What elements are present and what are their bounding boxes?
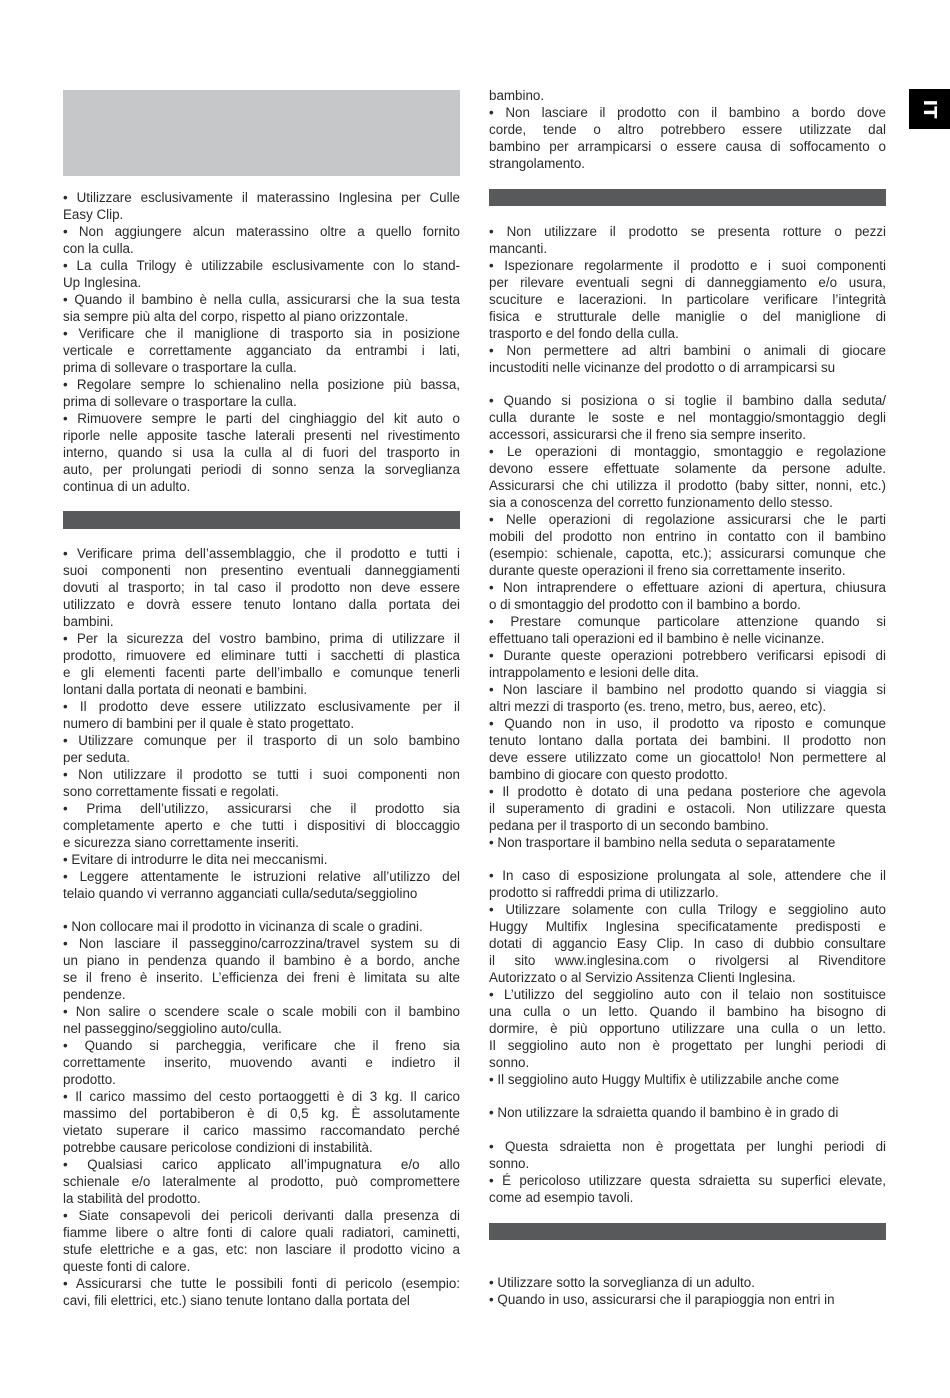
text-line: devono essere effettuate solamente da persone adulte. <box>489 461 886 476</box>
text-line: Huggy Multifix Inglesina specificatamente predisposti e <box>489 919 886 934</box>
text-line: • Regolare sempre lo schienalino nella posizione più bassa, <box>63 377 460 392</box>
text-line: fisica e strutturale delle maniglie o del maniglione di <box>489 309 886 324</box>
text-line: • Non utilizzare la sdraietta quando il bambino è in grado di <box>489 1105 839 1120</box>
text-line: bambino per arrampicarsi o essere causa di soffocamento o <box>489 139 886 154</box>
text-line: la stabilità del prodotto. <box>63 1191 201 1206</box>
text-line: una culla o un letto. Quando il bambino ha bisogno di <box>489 1004 886 1019</box>
text-line: telaio quando vi verranno agganciati culla/seduta/seggiolino <box>63 886 418 901</box>
text-line: bambini. <box>63 614 114 629</box>
text-line: • Non trasportare il bambino nella seduta o separatamente <box>489 835 836 850</box>
text-line: accessori, assicurarsi che il freno sia sempre inserito. <box>489 427 807 442</box>
section-header-bar <box>489 1223 886 1240</box>
text-line: Easy Clip. <box>63 207 124 222</box>
text-line: • Le operazioni di montaggio, smontaggio e regolazione <box>489 444 886 459</box>
text-line: • Quando in uso, assicurarsi che il parapioggia non entri in <box>489 1292 835 1307</box>
text-line: con la culla. <box>63 241 134 256</box>
text-line: • Prima dell’utilizzo, assicurarsi che il prodotto sia <box>63 801 460 816</box>
text-line: • Siate consapevoli dei pericoli derivanti dalla presenza di <box>63 1208 460 1223</box>
text-line: fiamme libere o altre fonti di calore quali radiatori, caminetti, <box>63 1225 460 1240</box>
text-line: sono correttamente fissati e regolati. <box>63 784 279 799</box>
text-line: il sito www.inglesina.com o rivolgersi al Rivenditore <box>489 953 886 968</box>
text-line: numero di bambini per il quale è stato progettato. <box>63 716 355 731</box>
text-line: • Il seggiolino auto Huggy Multifix è utilizzabile anche come <box>489 1072 840 1087</box>
text-line: scuciture e lacerazioni. In particolare verificare l’integrità <box>489 292 886 307</box>
text-line: • Non utilizzare il prodotto se presenta rotture o pezzi <box>489 224 886 239</box>
text-line: • In caso di esposizione prolungata al sole, attendere che il <box>489 868 886 883</box>
text-line: Il seggiolino auto non è progettato per lunghi periodi di <box>489 1038 886 1053</box>
text-line: incustoditi nelle vicinanze del prodotto o di arrampicarsi su <box>489 360 836 375</box>
text-line: continua di un adulto. <box>63 479 191 494</box>
text-line: • Non lasciare il bambino nel prodotto quando si viaggia si <box>489 682 886 697</box>
text-line: prima di sollevare o trasportare la culla. <box>63 394 297 409</box>
text-line: • L’utilizzo del seggiolino auto con il telaio non sostituisce <box>489 987 886 1002</box>
text-line: • Durante queste operazioni potrebbero verificarsi episodi di <box>489 648 886 663</box>
text-line: e gli elementi facenti parte dell’imballo e comunque tenerli <box>63 665 460 680</box>
text-line: sia sempre più alta del corpo, rispetto al piano orizzontale. <box>63 309 409 324</box>
text-line: prodotto. <box>63 1072 116 1087</box>
text-line: • Evitare di introdurre le dita nei meccanismi. <box>63 852 328 867</box>
text-line: • Quando si parcheggia, verificare che il freno sia <box>63 1038 460 1053</box>
text-line: il superamento di gradini e ostacoli. Non utilizzare questa <box>489 801 886 816</box>
text-line: per seduta. <box>63 750 130 765</box>
text-line: • Rimuovere sempre le parti del cinghiaggio del kit auto o <box>63 411 460 426</box>
text-line: • É pericoloso utilizzare questa sdraietta su superfici elevate, <box>489 1173 886 1188</box>
section-header-bar <box>63 511 460 529</box>
text-line: interno, quando si usa la culla al di fuori del trasporto in <box>63 445 460 460</box>
text-line: completamente aperto e che tutti i dispositivi di bloccaggio <box>63 818 460 833</box>
text-line: tenuto lontano dalla portata dei bambini. Il prodotto non <box>489 733 886 748</box>
text-line: utilizzato e dovrà essere tenuto lontano dalla portata dei <box>63 597 460 612</box>
text-line: nel passeggino/seggiolino auto/culla. <box>63 1021 282 1036</box>
text-line: o di smontaggio del prodotto con il bambino a bordo. <box>489 597 801 612</box>
text-line: • Non aggiungere alcun materassino oltre a quello fornito <box>63 224 460 239</box>
text-line: altri mezzi di trasporto (es. treno, metro, bus, aereo, etc). <box>489 699 827 714</box>
text-line: dormire, è più opportuno utilizzare una culla o un letto. <box>489 1021 886 1036</box>
text-line: (esempio: schienale, capotta, etc.); assicurarsi comunque che <box>489 546 886 561</box>
text-line: sonno. <box>489 1156 530 1171</box>
text-line: e sicurezza siano correttamente inseriti. <box>63 835 299 850</box>
text-line: intrappolamento e lesioni delle dita. <box>489 665 699 680</box>
text-line: per rilevare eventuali segni di danneggiamento e/o usura, <box>489 275 886 290</box>
text-line: vietato superare il carico massimo raccomandato perché <box>63 1123 460 1138</box>
text-line: durante queste operazioni il freno sia correttamente inserito. <box>489 563 846 578</box>
text-line: prodotto, rimuovere ed eliminare tutti i sacchetti di plastica <box>63 648 460 663</box>
text-line: bambino. <box>489 88 545 103</box>
text-line: • Il carico massimo del cesto portaoggetti è di 3 kg. Il carico <box>63 1089 460 1104</box>
text-line: dovuti al trasporto; in tal caso il prodotto non deve essere <box>63 580 460 595</box>
text-line: • Verificare prima dell’assemblaggio, che il prodotto e tutti i <box>63 546 460 561</box>
text-line: • Qualsiasi carico applicato all’impugnatura e/o allo <box>63 1157 460 1172</box>
text-line: • Per la sicurezza del vostro bambino, prima di utilizzare il <box>63 631 460 646</box>
text-line: verticale e correttamente agganciato da entrambi i lati, <box>63 343 460 358</box>
text-line: queste fonti di calore. <box>63 1259 191 1274</box>
text-line: trasporto e del fondo della culla. <box>489 326 679 341</box>
text-line: suoi componenti non presentino eventuali danneggiamenti <box>63 563 460 578</box>
text-line: • Questa sdraietta non è progettata per lunghi periodi di <box>489 1139 886 1154</box>
text-line: Up Inglesina. <box>63 275 142 290</box>
text-line: massimo del portabiberon è di 0,5 kg. È assolutamente <box>63 1106 460 1121</box>
text-line: • Non salire o scendere scale o scale mobili con il bambino <box>63 1004 460 1019</box>
text-line: prodotto si raffreddi prima di utilizzarlo. <box>489 885 719 900</box>
text-line: mobili del prodotto non entrino in contatto con il bambino <box>489 529 886 544</box>
text-line: • Non permettere ad altri bambini o animali di giocare <box>489 343 886 358</box>
text-line: • Quando non in uso, il prodotto va riposto e comunque <box>489 716 886 731</box>
text-line: • Leggere attentamente le istruzioni relative all’utilizzo del <box>63 869 460 884</box>
text-line: se il freno è inserito. L’efficienza dei freni è limitata su alte <box>63 970 460 985</box>
text-line: sonno. <box>489 1055 530 1070</box>
text-line: potrebbe causare pericolose condizioni di instabilità. <box>63 1140 373 1155</box>
text-line: • Non lasciare il prodotto con il bambino a bordo dove <box>489 105 886 120</box>
text-line: corde, tende o altro potrebbero essere utilizzate dal <box>489 122 886 137</box>
text-line: • Non utilizzare il prodotto se tutti i suoi componenti non <box>63 767 460 782</box>
text-line: • Utilizzare comunque per il trasporto di un solo bambino <box>63 733 460 748</box>
text-line: bambino di giocare con questo prodotto. <box>489 767 728 782</box>
section-header-bar <box>63 90 460 176</box>
text-line: strangolamento. <box>489 156 586 171</box>
text-line: • Assicurarsi che tutte le possibili fonti di pericolo (esempio: <box>63 1276 460 1291</box>
text-line: auto, per prolungati periodi di sonno senza la sorveglianza <box>63 462 460 477</box>
text-line: riporle nelle apposite tasche laterali presenti nel rivestimento <box>63 428 460 443</box>
text-line: prima di sollevare o trasportare la culla. <box>63 360 297 375</box>
text-line: • Il prodotto è dotato di una pedana posteriore che agevola <box>489 784 886 799</box>
text-line: pendenze. <box>63 987 126 1002</box>
text-line: Autorizzato o al Servizio Assitenza Clienti Inglesina. <box>489 970 796 985</box>
text-line: • Non collocare mai il prodotto in vicinanza di scale o gradini. <box>63 919 423 934</box>
text-line: stufe elettriche e a gas, etc: non lasciare il prodotto vicino a <box>63 1242 460 1257</box>
text-line: • La culla Trilogy è utilizzabile esclusivamente con lo stand- <box>63 258 460 273</box>
text-line: pedana per il trasporto di un secondo bambino. <box>489 818 769 833</box>
text-line: • Non intraprendere o effettuare azioni di apertura, chiusura <box>489 580 886 595</box>
text-line: Assicurarsi che chi utilizza il prodotto (baby sitter, nonni, etc.) <box>489 478 886 493</box>
text-line: lontani dalla portata di neonati e bambini. <box>63 682 308 697</box>
text-line: cavi, fili elettrici, etc.) siano tenute lontano dalla portata del <box>63 1293 410 1308</box>
section-header-bar <box>489 189 886 206</box>
language-code: IT <box>919 99 940 119</box>
language-tab <box>909 89 950 129</box>
text-line: correttamente inserito, muovendo avanti e indietro il <box>63 1055 460 1070</box>
text-line: come ad esempio tavoli. <box>489 1190 634 1205</box>
text-line: • Prestare comunque particolare attenzione quando si <box>489 614 886 629</box>
text-line: mancanti. <box>489 241 548 256</box>
text-line: • Quando si posiziona o si toglie il bambino dalla seduta/ <box>489 393 886 408</box>
text-line: • Utilizzare sotto la sorveglianza di un adulto. <box>489 1275 755 1290</box>
text-line: • Nelle operazioni di regolazione assicurarsi che le parti <box>489 512 886 527</box>
text-line: dotati di aggancio Easy Clip. In caso di dubbio consultare <box>489 936 886 951</box>
text-line: • Utilizzare esclusivamente il materassino Inglesina per Culle <box>63 190 460 205</box>
text-line: schienale e/o lateralmente al prodotto, può compromettere <box>63 1174 460 1189</box>
text-line: • Il prodotto deve essere utilizzato esclusivamente per il <box>63 699 460 714</box>
text-line: • Ispezionare regolarmente il prodotto e i suoi componenti <box>489 258 886 273</box>
text-line: • Verificare che il maniglione di trasporto sia in posizione <box>63 326 460 341</box>
text-line: effettuano tali operazioni ed il bambino è nelle vicinanze. <box>489 631 825 646</box>
text-line: • Quando il bambino è nella culla, assicurarsi che la sua testa <box>63 292 460 307</box>
text-line: • Non lasciare il passeggino/carrozzina/travel system su di <box>63 936 460 951</box>
text-line: deve essere utilizzato come un giocattolo! Non permettere al <box>489 750 886 765</box>
text-line: sia a conoscenza del corretto funzionamento dello stesso. <box>489 495 833 510</box>
text-line: culla durante le soste e nel montaggio/smontaggio degli <box>489 410 886 425</box>
text-line: un piano in pendenza quando il bambino è a bordo, anche <box>63 953 460 968</box>
text-line: • Utilizzare solamente con culla Trilogy e seggiolino auto <box>489 902 886 917</box>
